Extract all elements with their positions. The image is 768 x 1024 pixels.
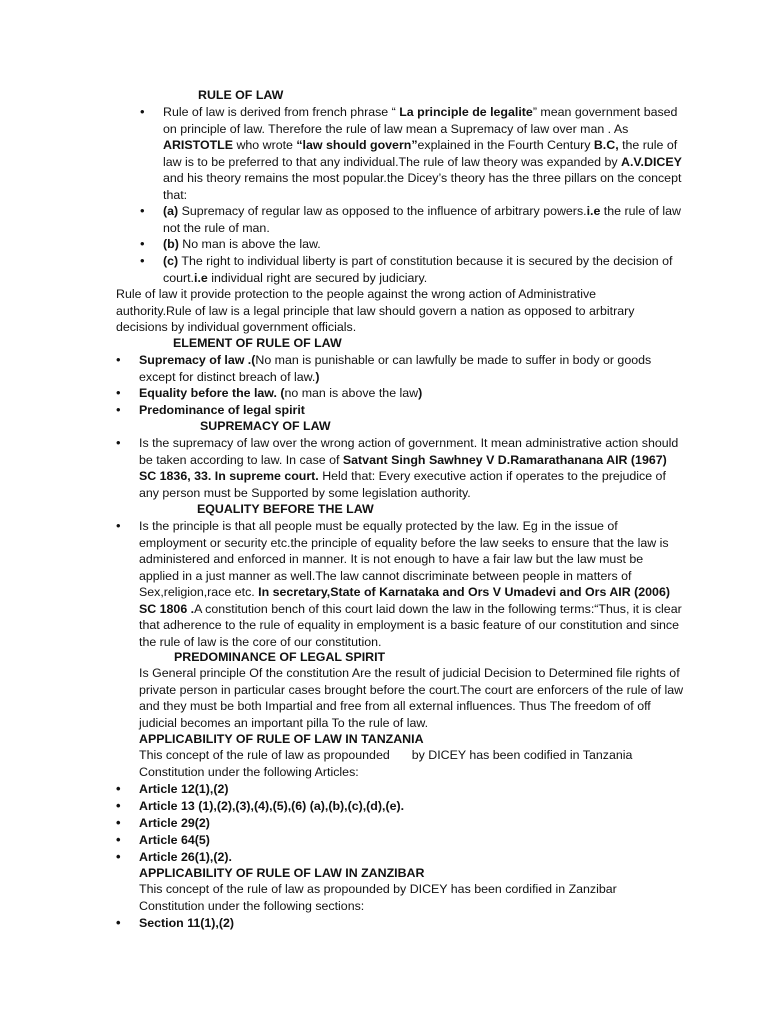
bullet-pillar-a: • (a) Supremacy of regular law as opposed to the influence of arbitrary powers.i.e the rule of law not the rule of man.	[163, 203, 683, 236]
bullet-pillar-b: • (b) No man is above the law.	[163, 236, 683, 253]
bullet-origin: • Rule of law is derived from french phrase “ La principle de legalite” mean government based on principle of law. Therefore the rule of law mean a Supremacy of law over man . As ARISTOTLE who wrote “law should govern”explained in the Fourth Century B.C, the rule of law is to be preferred to that any individual.The rule of law theory was expanded by A.V.DICEY and his theory remains the most popular.the Dicey’s theory has the three pillars on the concept that:	[163, 104, 683, 203]
article-item: • Article 12(1),(2)	[139, 781, 229, 798]
paragraph-predominance: Is General principle Of the constitution Are the result of judicial Decision to Determined file rights of private person in particular cases brought before the court.The court are enforcers of the rule of law and they must be both Impartial and free from all external influences. Thus The freedom of off judicial becomes an important pilla To the rule of law.	[139, 666, 684, 730]
bullet-supremacy-text: • Is the supremacy of law over the wrong action of government. It mean administrative action should be taken according to law. In case of Satvant Singh Sawhney V D.Ramarathanana AIR (1967) SC 1836, 33. In supreme court. Held that: Every executive action if operates to the prejudice of any person must be Supported by some legislation authority.	[139, 435, 679, 501]
heading-equality: EQUALITY BEFORE THE LAW	[197, 502, 374, 516]
paragraph-zanzibar: This concept of the rule of law as propounded by DICEY has been cordified in Zanzibar Constitution under the following sections:	[139, 882, 617, 913]
heading-zanzibar: APPLICABILITY OF RULE OF LAW IN ZANZIBAR	[139, 866, 425, 880]
article-item: • Article 29(2)	[139, 815, 210, 832]
paragraph-protection: Rule of law it provide protection to the people against the wrong action of Administrative authority.Rule of law is a legal principle that law should govern a nation as opposed to arbitrary decisions by individual government officials.	[116, 287, 635, 334]
heading-supremacy: SUPREMACY OF LAW	[200, 419, 331, 433]
article-item: • Article 26(1),(2).	[139, 849, 232, 866]
heading-element: ELEMENT OF RULE OF LAW	[173, 336, 342, 350]
element-equality: • Equality before the law. (no man is above the law)	[139, 385, 684, 402]
heading-rule-of-law: RULE OF LAW	[198, 88, 284, 102]
bullet-equality-text: • Is the principle is that all people must be equally protected by the law. Eg in the issue of employment or security etc.the principle of equality before the law seeks to ensure that the law is administered and enforced in manner. It is not enough to have a fair law but the law must be applied in a just manner as well.The law cannot discriminate between people in matters of Sex,religion,race etc. In secretary,State of Karnataka and Ors V Umadevi and Ors AIR (2006) SC 1806 .A constitution bench of this court laid down the law in the following terms:“Thus, it is clear that adherence to the rule of equality in employment is a basic feature of our constitution and since the rule of law is the core of our constitution.	[139, 518, 684, 650]
element-predominance: • Predominance of legal spirit	[139, 402, 684, 419]
section-item: • Section 11(1),(2)	[139, 915, 234, 932]
element-supremacy: • Supremacy of law .(No man is punishable or can lawfully be made to suffer in body or goods except for distinct breach of law.)	[139, 352, 684, 385]
heading-tanzania: APPLICABILITY OF RULE OF LAW IN TANZANIA	[139, 732, 424, 746]
article-item: • Article 64(5)	[139, 832, 210, 849]
article-item: • Article 13 (1),(2),(3),(4),(5),(6) (a),(b),(c),(d),(e).	[139, 798, 404, 815]
heading-predominance: PREDOMINANCE OF LEGAL SPIRIT	[174, 650, 386, 664]
bullet-pillar-c: • (c) The right to individual liberty is part of constitution because it is secured by the decision of court.i.e individual right are secured by judiciary.	[163, 253, 683, 286]
paragraph-tanzania: This concept of the rule of law as propounded by DICEY has been codified in Tanzania Constitution under the following Articles:	[139, 748, 633, 779]
